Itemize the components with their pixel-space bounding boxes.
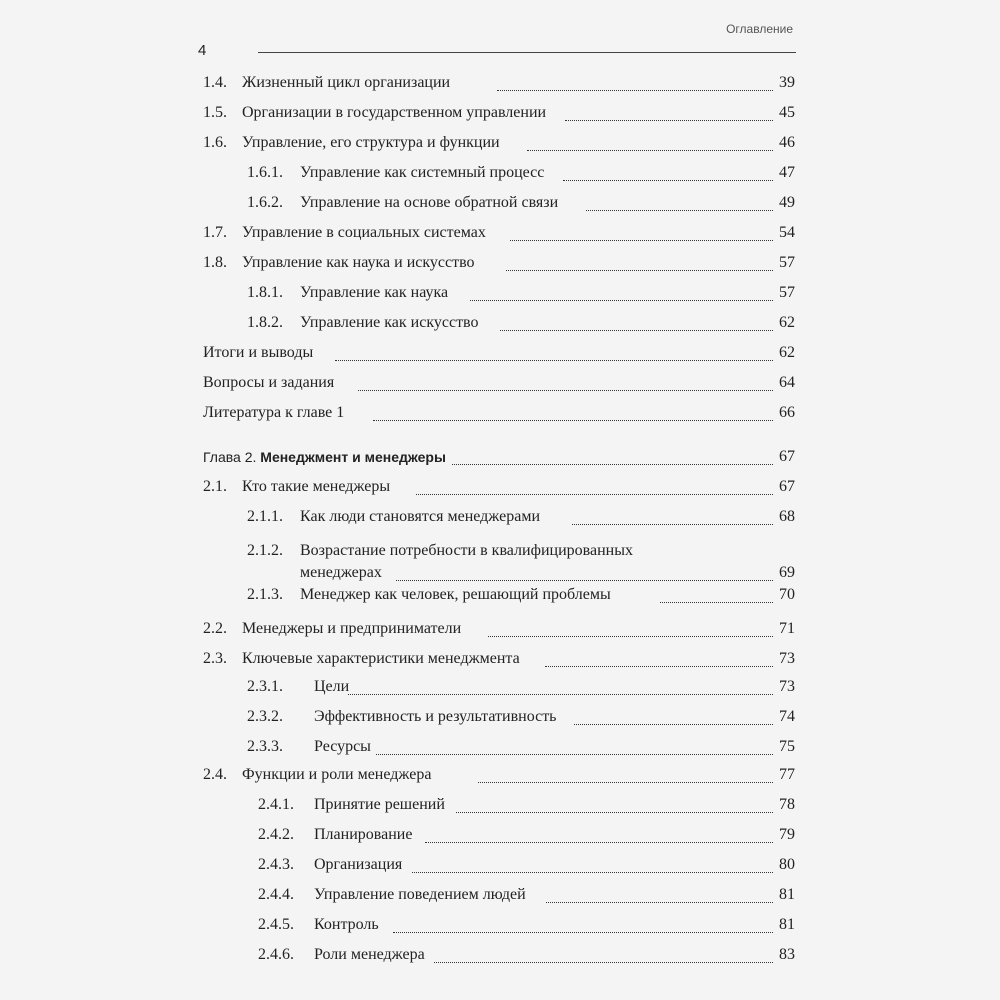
toc-entry-number: 2.1.	[203, 478, 227, 495]
page-number: 4	[198, 42, 207, 59]
toc-entry-page: 47	[779, 164, 795, 181]
toc-entry-title: Ресурсы	[314, 738, 371, 755]
toc-entry[interactable]	[0, 618, 1000, 642]
toc-entry-page: 67	[779, 448, 795, 465]
toc-leader	[506, 270, 773, 271]
toc-leader	[565, 120, 773, 121]
toc-entry-number: 2.1.3.	[247, 586, 283, 603]
toc-entry-number: 1.6.2.	[247, 194, 283, 211]
toc-entry-page: 64	[779, 374, 795, 391]
toc-entry-title: Функции и роли менеджера	[242, 766, 432, 783]
toc-leader	[510, 240, 773, 241]
toc-entry[interactable]	[0, 736, 1000, 760]
toc-entry-title-line1: Возрастание потребности в квалифицированных	[300, 542, 633, 559]
toc-entry-page: 73	[779, 678, 795, 695]
toc-entry[interactable]	[0, 676, 1000, 700]
toc-leader	[500, 330, 773, 331]
toc-entry[interactable]	[0, 914, 1000, 938]
toc-leader	[425, 842, 773, 843]
toc-leader	[527, 150, 773, 151]
chapter-name: Менеджмент и менеджеры	[260, 449, 446, 465]
toc-entry-title: Управление как наука	[300, 284, 449, 301]
toc-entry-number: 2.2.	[203, 620, 227, 637]
toc-leader	[358, 390, 773, 391]
toc-entry[interactable]	[0, 540, 1000, 588]
toc-entry-page: 78	[779, 796, 795, 813]
toc-leader	[470, 300, 773, 301]
toc-entry-title: Как люди становятся менеджерами	[300, 508, 541, 525]
toc-leader	[660, 602, 773, 603]
toc-entry[interactable]	[0, 252, 1000, 276]
toc-entry-number: 2.4.4.	[258, 886, 294, 903]
toc-entry-page: 39	[779, 74, 795, 91]
toc-entry-title: Роли менеджера	[314, 946, 425, 963]
toc-leader	[393, 932, 773, 933]
toc-entry[interactable]	[0, 102, 1000, 126]
toc-entry-title: Управление как наука и искусство	[242, 254, 475, 271]
toc-entry-page: 71	[779, 620, 795, 637]
toc-entry-number: 2.3.	[203, 650, 227, 667]
toc-entry-page: 68	[779, 508, 795, 525]
toc-entry[interactable]	[0, 584, 1000, 608]
toc-entry-title: Менеджеры и предприниматели	[242, 620, 462, 637]
toc-entry-title: Принятие решений	[314, 796, 445, 813]
toc-leader	[396, 580, 773, 581]
toc-entry-number: 2.4.3.	[258, 856, 294, 873]
toc-entry-page: 80	[779, 856, 795, 873]
toc-entry-number: 1.5.	[203, 104, 227, 121]
toc-entry[interactable]	[0, 648, 1000, 672]
toc-entry-page: 57	[779, 284, 795, 301]
toc-leader	[572, 524, 773, 525]
toc-entry-page: 57	[779, 254, 795, 271]
toc-entry-page: 62	[779, 314, 795, 331]
toc-entry[interactable]	[0, 476, 1000, 500]
toc-leader	[497, 90, 773, 91]
toc-leader	[376, 754, 773, 755]
toc-entry[interactable]	[0, 794, 1000, 818]
toc-entry[interactable]	[0, 192, 1000, 216]
toc-entry-title: Литература к главе 1	[203, 404, 345, 421]
toc-leader	[574, 724, 773, 725]
toc-entry[interactable]	[0, 402, 1000, 426]
toc-entry-page: 81	[779, 886, 795, 903]
toc-entry[interactable]	[0, 764, 1000, 788]
toc-entry[interactable]	[0, 162, 1000, 186]
toc-entry-number: 1.7.	[203, 224, 227, 241]
toc-entry-page: 74	[779, 708, 795, 725]
running-head: Оглавление	[726, 22, 793, 36]
toc-entry-page: 62	[779, 344, 795, 361]
toc-leader	[434, 962, 773, 963]
toc-entry-page: 46	[779, 134, 795, 151]
toc-entry-title: Организация	[314, 856, 403, 873]
toc-leader	[456, 812, 773, 813]
toc-entry-title: Эффективность и результативность	[314, 708, 557, 725]
toc-entry-number: 1.6.1.	[247, 164, 283, 181]
toc-leader	[546, 902, 773, 903]
toc-entry-title: Управление поведением людей	[314, 886, 526, 903]
toc-entry-title: менеджерах	[300, 564, 382, 581]
toc-entry-title: Менеджер как человек, решающий проблемы	[300, 586, 611, 603]
toc-entry-number: 2.1.1.	[247, 508, 283, 525]
toc-chapter-title	[203, 446, 446, 468]
toc-leader	[452, 464, 773, 465]
toc-entry-number: 2.3.1.	[247, 678, 283, 695]
toc-entry-page: 77	[779, 766, 795, 783]
toc-entry-title: Кто такие менеджеры	[242, 478, 391, 495]
toc-entry[interactable]	[0, 132, 1000, 156]
toc-entry-title: Управление как искусство	[300, 314, 479, 331]
toc-leader	[416, 494, 773, 495]
toc-entry-page: 54	[779, 224, 795, 241]
toc-entry-page: 69	[779, 564, 795, 581]
toc-entry-page: 81	[779, 916, 795, 933]
toc-entry-number: 2.4.1.	[258, 796, 294, 813]
toc-entry-title: Планирование	[314, 826, 413, 843]
toc-entry-page: 49	[779, 194, 795, 211]
toc-entry-title: Цели	[314, 678, 350, 695]
toc-entry-page: 79	[779, 826, 795, 843]
toc-entry[interactable]	[0, 312, 1000, 336]
toc-leader	[488, 636, 773, 637]
toc-entry-title: Организации в государственном управлении	[242, 104, 547, 121]
toc-leader	[348, 694, 773, 695]
toc-entry-number: 2.4.	[203, 766, 227, 783]
toc-leader	[335, 360, 773, 361]
toc-entry-number: 1.6.	[203, 134, 227, 151]
toc-chapter-entry[interactable]	[0, 446, 1000, 470]
toc-entry-title: Управление как системный процесс	[300, 164, 545, 181]
toc-entry-title: Управление на основе обратной связи	[300, 194, 559, 211]
chapter-label: Глава 2.	[203, 449, 257, 465]
toc-entry-page: 83	[779, 946, 795, 963]
toc-entry[interactable]	[0, 72, 1000, 96]
toc-leader	[478, 782, 773, 783]
toc-entry-number: 2.4.5.	[258, 916, 294, 933]
toc-entry[interactable]	[0, 506, 1000, 530]
toc-entry-number: 2.3.3.	[247, 738, 283, 755]
toc-entry-title: Управление в социальных системах	[242, 224, 486, 241]
toc-entry-page: 45	[779, 104, 795, 121]
toc-entry-page: 67	[779, 478, 795, 495]
toc-leader	[545, 666, 773, 667]
toc-entry[interactable]	[0, 706, 1000, 730]
toc-leader	[412, 872, 773, 873]
toc-entry[interactable]	[0, 884, 1000, 908]
toc-entry-number: 2.1.2.	[247, 542, 283, 559]
toc-entry[interactable]	[0, 222, 1000, 246]
toc-entry-title: Жизненный цикл организации	[242, 74, 451, 91]
toc-entry-number: 2.4.6.	[258, 946, 294, 963]
toc-entry-number: 1.8.	[203, 254, 227, 271]
toc-entry-number: 2.3.2.	[247, 708, 283, 725]
toc-entry-page: 75	[779, 738, 795, 755]
toc-entry-number: 1.4.	[203, 74, 227, 91]
toc-entry-title: Итоги и выводы	[203, 344, 314, 361]
toc-entry[interactable]	[0, 824, 1000, 848]
toc-entry-title: Ключевые характеристики менеджмента	[242, 650, 520, 667]
toc-entry[interactable]	[0, 854, 1000, 878]
toc-leader	[586, 210, 773, 211]
toc-entry-number: 2.4.2.	[258, 826, 294, 843]
toc-entry[interactable]	[0, 372, 1000, 396]
toc-entry-page: 73	[779, 650, 795, 667]
toc-entry[interactable]	[0, 282, 1000, 306]
toc-entry[interactable]	[0, 342, 1000, 366]
toc-leader	[563, 180, 773, 181]
toc-entry-page: 66	[779, 404, 795, 421]
toc-entry-title: Контроль	[314, 916, 379, 933]
toc-entry-page: 70	[779, 586, 795, 603]
toc-entry[interactable]	[0, 944, 1000, 968]
toc-entry-number: 1.8.2.	[247, 314, 283, 331]
toc-entry-title: Управление, его структура и функции	[242, 134, 500, 151]
toc-leader	[373, 420, 773, 421]
toc-entry-title: Вопросы и задания	[203, 374, 335, 391]
toc-entry-number: 1.8.1.	[247, 284, 283, 301]
